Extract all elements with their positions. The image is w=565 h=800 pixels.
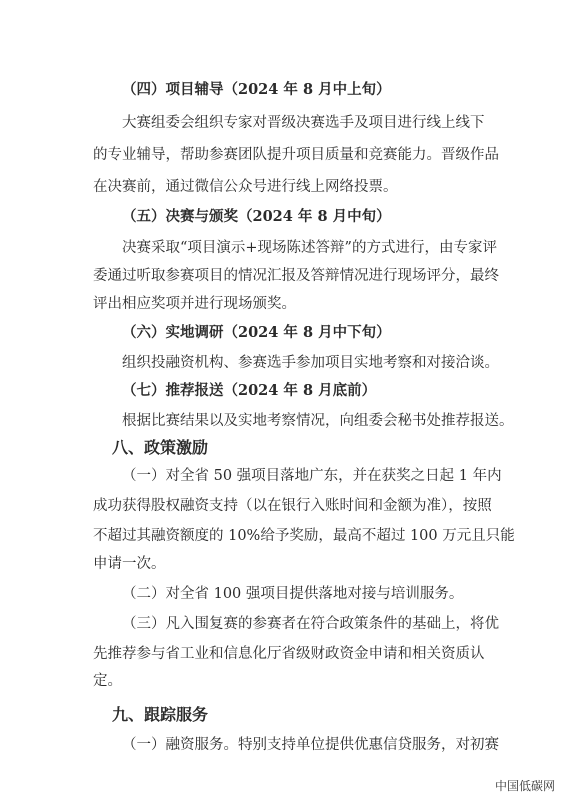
paragraph-line: 根据比赛结果以及实地考察情况，向组委会秘书处推荐报送。 (122, 413, 514, 429)
subsection-heading: （六）实地调研（2024 年 8 月中下旬） (122, 324, 391, 341)
paragraph-line: 先推荐参与省工业和信息化厅省级财政资金申请和相关资质认 (93, 646, 485, 662)
watermark-logo-text: 中国低碳网 (494, 779, 555, 793)
paragraph-line: 决赛采取“项目演示+现场陈述答辩”的方式进行，由专家评 (122, 240, 497, 256)
paragraph-line: （三）凡入围复赛的参赛者在符合政策条件的基础上，将优 (122, 616, 499, 632)
paragraph-line: 评出相应奖项并进行现场颁奖。 (93, 296, 296, 312)
section-heading: 九、跟踪服务 (112, 705, 209, 724)
section-heading: 八、政策激励 (112, 438, 209, 457)
subsection-heading: （五）决赛与颁奖（2024 年 8 月中旬） (122, 208, 391, 225)
subsection-heading: （七）推荐报送（2024 年 8 月底前） (122, 382, 377, 399)
paragraph-line: 定。 (93, 673, 122, 689)
paragraph-line: 委通过听取参赛项目的情况汇报及答辩情况进行现场评分，最终 (93, 268, 499, 284)
paragraph-line: 申请一次。 (93, 556, 166, 572)
subsection-heading: （四）项目辅导（2024 年 8 月中上旬） (122, 81, 391, 98)
paragraph-line: 不超过其融资额度的 10%给予奖励，最高不超过 100 万元且只能 (93, 528, 515, 544)
paragraph-line: 大赛组委会组织专家对晋级决赛选手及项目进行线上线下 (122, 115, 485, 131)
paragraph-line: 的专业辅导，帮助参赛团队提升项目质量和竞赛能力。晋级作品 (93, 147, 499, 163)
paragraph-line: （二）对全省 100 强项目提供落地对接与培训服务。 (122, 586, 464, 602)
paragraph-line: （一）对全省 50 强项目落地广东，并在获奖之日起 1 年内 (122, 468, 502, 484)
paragraph-line: （一）融资服务。特别支持单位提供优惠信贷服务，对初赛 (122, 737, 499, 753)
paragraph-line: 成功获得股权融资支持（以在银行入账时间和金额为准），按照 (93, 498, 492, 514)
paragraph-line: 组织投融资机构、参赛选手参加项目实地考察和对接洽谈。 (122, 355, 499, 371)
paragraph-line: 在决赛前，通过微信公众号进行线上网络投票。 (93, 179, 398, 195)
